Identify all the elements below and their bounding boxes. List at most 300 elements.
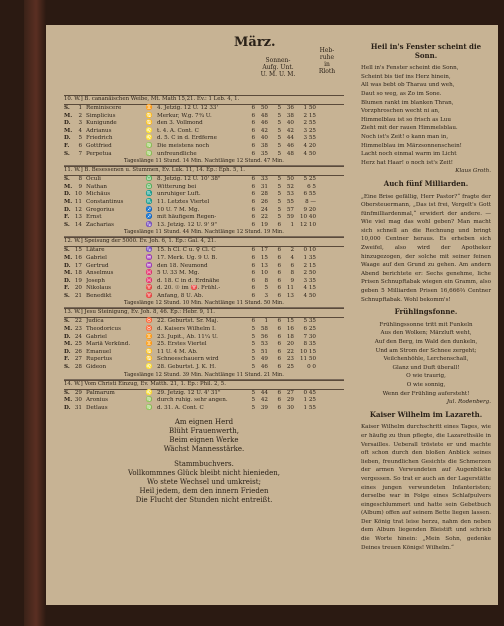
sunset-hour: 5 bbox=[277, 198, 281, 205]
zodiac-sign: ♒ bbox=[145, 262, 153, 269]
poem-line: Frühlingssonne tritt mit Funkeln bbox=[379, 321, 473, 328]
poem2 bbox=[361, 321, 491, 398]
weekday: D. bbox=[64, 348, 71, 355]
saint-name: Mariä Verkünd. bbox=[86, 341, 131, 348]
zodiac-sign: ♊ bbox=[145, 341, 153, 348]
daylength-line: Tageslänge 12 Stund. 10 Min. Nachtlänge 11 Stund. 50 Min. bbox=[64, 300, 344, 308]
sunrise-hour: 5 bbox=[251, 404, 255, 411]
weekday: S. bbox=[64, 247, 70, 254]
weather-note: Merkur, W.g. 7¾ U. bbox=[157, 112, 212, 119]
poem-line: Aus den Wolken; Märzluft weht, bbox=[380, 330, 472, 337]
day-number: 9 bbox=[78, 183, 82, 190]
weekday: S. bbox=[64, 364, 70, 371]
sunset-minute: 29 bbox=[286, 397, 294, 404]
moon-header bbox=[312, 47, 342, 75]
sunrise-hour: 6 bbox=[251, 127, 255, 134]
sunset-minute: 36 bbox=[286, 105, 294, 111]
weekday: F. bbox=[64, 214, 70, 221]
verse-line: Blüht Frauenwerth, bbox=[169, 427, 239, 436]
day-number: 24 bbox=[74, 333, 82, 340]
moon-time: 1 25 bbox=[303, 397, 316, 404]
zodiac-sign: ♏ bbox=[145, 191, 153, 198]
sunset-minute: 52 bbox=[286, 183, 294, 190]
weather-note: unfreundliche bbox=[157, 150, 197, 157]
poem-line: Und am Strom der Schnee zergeht; bbox=[375, 347, 477, 354]
month-title: März. bbox=[234, 35, 276, 50]
zodiac-sign: ♐ bbox=[145, 214, 153, 221]
zodiac-sign: ♊ bbox=[145, 105, 153, 111]
sunset-minute: 6 bbox=[290, 262, 294, 269]
day-number: 22 bbox=[74, 318, 82, 325]
saint-name: Emanuel bbox=[86, 348, 112, 355]
moon-time: 5 35 bbox=[303, 318, 316, 325]
day-number: 2 bbox=[78, 112, 82, 119]
day-number: 17 bbox=[74, 262, 82, 269]
sunset-hour: 6 bbox=[277, 333, 281, 340]
sunset-minute: 15 bbox=[286, 318, 294, 325]
weekday: M. bbox=[64, 127, 73, 134]
saint-name: Gottfried bbox=[86, 142, 112, 149]
day-row bbox=[64, 143, 344, 151]
saint-name: Constantinus bbox=[86, 198, 124, 205]
sunset-minute: 20 bbox=[286, 341, 294, 348]
zodiac-sign: ♑ bbox=[145, 221, 153, 228]
sunrise-hour: 5 bbox=[251, 364, 255, 371]
weather-note: d. Kaisers Wilhelm I. bbox=[157, 326, 216, 333]
zodiac-sign: ♎ bbox=[145, 176, 153, 183]
moon-time: 1 55 bbox=[303, 404, 316, 411]
sunrise-minute: 58 bbox=[260, 326, 268, 333]
verse-line: Am eignen Herd bbox=[174, 418, 234, 427]
day-row bbox=[64, 341, 344, 349]
day-row bbox=[64, 184, 344, 192]
sunrise-hour: 6 bbox=[251, 198, 255, 205]
day-row bbox=[64, 397, 344, 405]
sunset-hour: 5 bbox=[277, 135, 281, 142]
zodiac-sign: ♐ bbox=[145, 206, 153, 213]
moon-time: 10 15 bbox=[299, 348, 316, 355]
zodiac-sign: ♋ bbox=[145, 120, 153, 127]
weekday: M. bbox=[64, 397, 73, 404]
verse-block bbox=[64, 418, 344, 505]
saint-name: Gabriel bbox=[86, 254, 107, 261]
sunset-minute: 1 bbox=[290, 221, 294, 228]
saint-name: Detlaus bbox=[86, 404, 108, 411]
poem-line: Hell in's Fenster scheint die Sonn, bbox=[361, 65, 459, 72]
weekday: D. bbox=[64, 262, 71, 269]
sunrise-minute: 3 bbox=[264, 292, 268, 299]
moon-time: 2 55 bbox=[303, 120, 316, 127]
day-row bbox=[64, 128, 344, 136]
moon-time: 7 30 bbox=[303, 333, 316, 340]
sunrise-minute: 35 bbox=[260, 150, 268, 157]
day-row bbox=[64, 356, 344, 364]
verse-title: Stammbuchvers. bbox=[174, 460, 234, 469]
day-row bbox=[64, 334, 344, 342]
sunrise-hour: 6 bbox=[251, 142, 255, 149]
poem1-title: Heil in's Fenster scheint die Sonn. bbox=[370, 42, 482, 60]
sunset-minute: 53 bbox=[286, 191, 294, 198]
day-number: 27 bbox=[74, 356, 82, 363]
sunset-hour: 6 bbox=[277, 348, 281, 355]
moon-time: 4 50 bbox=[303, 292, 316, 299]
zodiac-sign: ♉ bbox=[145, 326, 153, 333]
day-row bbox=[64, 405, 344, 413]
sunset-hour: 5 bbox=[277, 183, 281, 190]
moon-time: 1 35 bbox=[303, 254, 316, 261]
saint-name: Gertrud bbox=[86, 262, 109, 269]
day-number: 19 bbox=[74, 277, 82, 284]
weather-note: 28. Geburtst. J. K. H. bbox=[157, 364, 216, 371]
weather-note: den 18. Neumond bbox=[157, 262, 208, 269]
sunset-minute: 16 bbox=[286, 326, 294, 333]
text-column bbox=[361, 39, 491, 552]
saint-name: Anselmus bbox=[86, 270, 114, 277]
day-number: 11 bbox=[74, 198, 82, 205]
day-number: 18 bbox=[74, 270, 82, 277]
saint-name: Theodoricus bbox=[86, 326, 122, 333]
saint-name: Nikolaus bbox=[86, 285, 112, 292]
weather-note: 25. Erstes Viertel bbox=[157, 341, 207, 348]
weekday: M. bbox=[64, 198, 73, 205]
sunset-hour: 5 bbox=[277, 150, 281, 157]
sunrise-minute: 53 bbox=[260, 341, 268, 348]
poem-line: Blumen rankt im blanken Thran, bbox=[361, 99, 454, 106]
weekday: D. bbox=[64, 333, 71, 340]
day-row bbox=[64, 120, 344, 128]
sunrise-hour: 6 bbox=[251, 254, 255, 261]
sunset-minute: 48 bbox=[286, 150, 294, 157]
day-row bbox=[64, 293, 344, 301]
sunrise-hour: 5 bbox=[251, 333, 255, 340]
day-row bbox=[64, 207, 344, 215]
moon-time: 4 15 bbox=[303, 285, 316, 292]
sunrise-minute: 10 bbox=[260, 270, 268, 277]
week-header: 10. W.] B. cananäischen Weibe, Mt. Math 15,21. Ev.: 1 Leb. 4, 1. bbox=[64, 95, 344, 105]
weekday: M. bbox=[64, 254, 73, 261]
day-row bbox=[64, 214, 344, 222]
moon-time: 3 35 bbox=[303, 277, 316, 284]
zodiac-sign: ♓ bbox=[145, 277, 153, 284]
day-row bbox=[64, 191, 344, 199]
zodiac-sign: ♓ bbox=[145, 270, 153, 277]
sunrise-hour: 6 bbox=[251, 247, 255, 254]
saint-name: Zacharias bbox=[86, 221, 114, 228]
weather-note: 11. Letztes Viertel bbox=[157, 198, 210, 205]
sunset-hour: 6 bbox=[277, 326, 281, 333]
saint-name: Perpetua bbox=[86, 150, 112, 157]
moon-time: 6 25 bbox=[303, 326, 316, 333]
sunrise-minute: 39 bbox=[260, 404, 268, 411]
weekday: D. bbox=[64, 191, 71, 198]
sunset-hour: 6 bbox=[277, 277, 281, 284]
sunrise-hour: 6 bbox=[251, 120, 255, 127]
day-number: 21 bbox=[74, 292, 82, 299]
verse-line: Wächst Mannesstärke. bbox=[163, 445, 245, 454]
moon-time: 2 15 bbox=[303, 262, 316, 269]
daylength-line: Tageslänge 12 Stund. 39 Min. Nachtlänge 11 Stund. 21 Min. bbox=[64, 372, 344, 380]
saint-name: Judica bbox=[86, 318, 104, 325]
sunrise-minute: 49 bbox=[260, 356, 268, 363]
moon-time: 3 55 bbox=[303, 135, 316, 142]
moon-time: 8 — bbox=[305, 198, 316, 205]
moon-time: 8 35 bbox=[303, 341, 316, 348]
weather-note: 22. Geburtst. Sr. Maj. bbox=[157, 318, 219, 325]
saint-name: Ernst bbox=[86, 214, 102, 221]
day-row bbox=[64, 349, 344, 357]
weekday: M. bbox=[64, 183, 73, 190]
weather-note: d. 20. ☉ im ♈. Frühl.- bbox=[157, 285, 221, 292]
sunrise-hour: 5 bbox=[251, 348, 255, 355]
sunset-hour: 6 bbox=[277, 247, 281, 254]
day-number: 26 bbox=[74, 348, 82, 355]
day-number: 30 bbox=[74, 397, 82, 404]
daylength-line: Tageslänge 11 Stund. 44 Min. Nachtlänge 12 Stund. 19 Min. bbox=[64, 229, 344, 237]
sunrise-hour: 5 bbox=[251, 326, 255, 333]
sunrise-minute: 50 bbox=[260, 105, 268, 111]
sunset-minute: 8 bbox=[290, 270, 294, 277]
sunset-minute: 59 bbox=[286, 214, 294, 221]
poem-line: O wie sonnig, bbox=[406, 381, 446, 388]
sunset-hour: 5 bbox=[277, 191, 281, 198]
poem-line: Zieht mit der rauen Himmelsblau. bbox=[361, 125, 458, 132]
weather-note: durch ruhig. sehr angen. bbox=[157, 397, 228, 404]
weather-note: d. 5. C in d. Erdferne bbox=[157, 135, 217, 142]
weather-note: 23. Jupit., Ab. 11¼ U. bbox=[157, 333, 218, 340]
sunrise-hour: 6 bbox=[251, 150, 255, 157]
sunset-hour: 6 bbox=[277, 341, 281, 348]
sunrise-minute: 56 bbox=[260, 333, 268, 340]
book-binding bbox=[24, 0, 46, 626]
sunset-minute: 55 bbox=[286, 198, 294, 205]
verse-line: Heil jedem, dem den innern Frieden bbox=[139, 487, 269, 496]
saint-name: Reminiscere bbox=[86, 105, 122, 111]
sunset-hour: 6 bbox=[277, 364, 281, 371]
zodiac-sign: ♌ bbox=[145, 389, 153, 396]
moon-time: 0 10 bbox=[303, 247, 316, 254]
moon-header-line: Rloth bbox=[318, 68, 336, 75]
day-number: 29 bbox=[74, 389, 82, 396]
poem-line: Glanz und Duft überall! bbox=[392, 364, 460, 371]
sunset-hour: 5 bbox=[277, 214, 281, 221]
day-number: 25 bbox=[74, 341, 82, 348]
weekday: S. bbox=[64, 389, 70, 396]
sunset-hour: 6 bbox=[277, 397, 281, 404]
poem-line: All was bebt ob Tharau und weh, bbox=[361, 82, 455, 89]
weekday: S. bbox=[64, 292, 70, 299]
week-header: 11. W.] B. Besessenen u. Stummen, Ev. Luk. 11, 14. Ep.: Eph. 5, 1. bbox=[64, 166, 344, 176]
sunrise-hour: 6 bbox=[251, 270, 255, 277]
sunset-minute: 25 bbox=[286, 364, 294, 371]
weather-note: 10 U. 7 M. Mg. bbox=[157, 206, 200, 213]
sunrise-minute: 13 bbox=[260, 262, 268, 269]
day-number: 13 bbox=[74, 214, 82, 221]
weeks-container bbox=[64, 95, 344, 412]
saint-name: Palmarum bbox=[86, 389, 115, 396]
moon-time: 6 55 bbox=[303, 191, 316, 198]
story1-title: Auch fünf Milliarden. bbox=[383, 178, 469, 188]
sunset-hour: 5 bbox=[277, 127, 281, 134]
story2-title: Kaiser Wilhelm im Lazareth. bbox=[369, 409, 483, 419]
saint-name: Gregorius bbox=[86, 206, 115, 213]
sunset-minute: 46 bbox=[286, 142, 294, 149]
zodiac-sign: ♑ bbox=[145, 247, 153, 254]
sunrise-hour: 6 bbox=[251, 112, 255, 119]
sunset-minute: 40 bbox=[286, 120, 294, 127]
poem-line: Auf den Berg, im Wald den dunkeln, bbox=[374, 339, 478, 345]
week-header: 14. W.] Vom Christi Einzug, Ev. Matth. 21, 1. Ep.: Phil. 2, 5. bbox=[64, 380, 344, 390]
zodiac-sign: ♌ bbox=[145, 364, 153, 371]
sunrise-minute: 42 bbox=[260, 127, 268, 134]
day-row bbox=[64, 326, 344, 334]
day-row bbox=[64, 318, 344, 326]
day-row bbox=[64, 199, 344, 207]
moon-time: 5 25 bbox=[303, 176, 316, 183]
sunrise-minute: 8 bbox=[264, 277, 268, 284]
moon-time: 0 0 bbox=[307, 364, 316, 371]
zodiac-sign: ♏ bbox=[145, 198, 153, 205]
sunrise-hour: 6 bbox=[251, 135, 255, 142]
moon-time: 12 10 bbox=[299, 221, 316, 228]
sunrise-hour: 6 bbox=[251, 191, 255, 198]
poem2-title: Frühlingsfonne. bbox=[394, 307, 458, 317]
weather-note: 4. Jetzig. 12 U. 12 33' bbox=[157, 105, 218, 111]
moon-header-line: ruhe bbox=[319, 54, 335, 61]
day-number: 3 bbox=[78, 120, 82, 127]
saint-name: Benedikt bbox=[86, 292, 112, 299]
day-number: 10 bbox=[74, 191, 82, 198]
sunrise-minute: 28 bbox=[260, 191, 268, 198]
sunset-hour: 5 bbox=[277, 105, 281, 111]
saint-name: Rupertus bbox=[86, 356, 113, 363]
weather-note: 13. Jetzig. 12 U. 9' 9" bbox=[157, 221, 218, 228]
sunset-hour: 5 bbox=[277, 120, 281, 127]
sunrise-minute: 24 bbox=[260, 206, 268, 213]
sunrise-hour: 6 bbox=[251, 262, 255, 269]
day-number: 15 bbox=[74, 247, 82, 254]
weather-note: 11 U. 4 M. Ab. bbox=[157, 348, 198, 355]
day-number: 20 bbox=[74, 285, 82, 292]
sunrise-hour: 6 bbox=[251, 183, 255, 190]
zodiac-sign: ♉ bbox=[145, 318, 153, 325]
sunrise-hour: 6 bbox=[251, 105, 255, 111]
week-header: 12. W.] Speisung der 5000. Ev. Joh. 6, 1. Ep.: Gal. 4, 21. bbox=[64, 237, 344, 247]
sunrise-minute: 48 bbox=[260, 112, 268, 119]
poem-line: Lacht noch einmal warm im Licht bbox=[361, 151, 457, 158]
moon-time: 3 25 bbox=[303, 127, 316, 134]
sunrise-hour: 6 bbox=[251, 221, 255, 228]
sunset-minute: 44 bbox=[286, 135, 294, 142]
sunrise-minute: 46 bbox=[260, 364, 268, 371]
sunset-hour: 6 bbox=[277, 221, 281, 228]
sunrise-minute: 51 bbox=[260, 348, 268, 355]
day-number: 8 bbox=[78, 176, 82, 183]
zodiac-sign: ♈ bbox=[145, 285, 153, 292]
sunrise-minute: 31 bbox=[260, 183, 268, 190]
sunset-hour: 6 bbox=[277, 270, 281, 277]
weather-note: d. 18. C in d. Erdnähe bbox=[157, 277, 220, 284]
weather-note: Schneeschauern wird bbox=[157, 356, 219, 363]
sunset-hour: 5 bbox=[277, 206, 281, 213]
sunrise-minute: 26 bbox=[260, 198, 268, 205]
paper-sheet bbox=[46, 25, 498, 605]
zodiac-sign: ♋ bbox=[145, 356, 153, 363]
sunset-minute: 4 bbox=[290, 254, 294, 261]
sunrise-hour: 5 bbox=[251, 341, 255, 348]
weekday: F. bbox=[64, 285, 70, 292]
moon-time: 2 50 bbox=[303, 270, 316, 277]
poem1-signature: Klaus Groth. bbox=[455, 168, 491, 175]
sunrise-minute: 5 bbox=[264, 285, 268, 292]
saint-name: Friedrich bbox=[86, 135, 113, 142]
sunset-minute: 9 bbox=[290, 277, 294, 284]
sunrise-hour: 5 bbox=[251, 389, 255, 396]
sunrise-hour: 5 bbox=[251, 397, 255, 404]
moon-time: 4 50 bbox=[303, 150, 316, 157]
day-number: 4 bbox=[78, 127, 82, 134]
zodiac-sign: ♋ bbox=[145, 112, 153, 119]
day-number: 14 bbox=[74, 221, 82, 228]
day-row bbox=[64, 113, 344, 121]
verse-line: Wo stete Wechsel und umkreist; bbox=[147, 478, 261, 487]
day-row bbox=[64, 270, 344, 278]
sunset-minute: 30 bbox=[286, 404, 294, 411]
poem-line: Himmelblau im Märzsonnenschein! bbox=[361, 142, 462, 149]
story2-text: Kaiser Wilhelm durchschritt eines Tages, wie er häufig zu thun pflegte, die Lazarethsäle in Versailles. Ueberall tröstete er und machte oft schon durch den bloßen Anblick seines lieben, freundlichen Gesichts die Schmerzen der armen Verwundeten auf Augenblicke vergessen. So trat er auch an der Lagerstätte eines jungen verwundeten Infanteristen; derselbe war in Folge eines Schlafpulvers eingeschlummert und hatte sein Gebetbuch (Album) offen auf seinem Bette liegen lassen. Der König trat leise herzu, nahm den neben dem Album liegenden Bleistift und schrieb die Worte hinein: „Mein Sohn, gedenke Deines treuen Königs! Wilhelm.“ bbox=[361, 424, 491, 551]
day-row bbox=[64, 263, 344, 271]
weekday: M. bbox=[64, 326, 73, 333]
sunset-hour: 5 bbox=[277, 142, 281, 149]
verse-line: Beim eignen Werke bbox=[169, 436, 239, 445]
day-row bbox=[64, 247, 344, 255]
saint-name: Lätare bbox=[86, 247, 105, 254]
sunset-minute: 50 bbox=[286, 176, 294, 183]
sunset-hour: 5 bbox=[277, 112, 281, 119]
sunrise-minute: 15 bbox=[260, 254, 268, 261]
sunrise-hour: 6 bbox=[251, 176, 255, 183]
weekday: M. bbox=[64, 341, 73, 348]
saint-name: Aronius bbox=[86, 397, 108, 404]
day-number: 7 bbox=[78, 150, 82, 157]
saint-name: Kunigunde bbox=[86, 120, 117, 127]
sunrise-minute: 17 bbox=[260, 247, 268, 254]
weather-note: unruhiger Luft. bbox=[157, 191, 201, 198]
sunrise-hour: 6 bbox=[251, 206, 255, 213]
day-row bbox=[64, 105, 344, 113]
zodiac-sign: ♎ bbox=[145, 183, 153, 190]
zodiac-sign: ♌ bbox=[145, 135, 153, 142]
sunset-hour: 6 bbox=[277, 254, 281, 261]
moon-time: 0 45 bbox=[303, 389, 316, 396]
day-row bbox=[64, 364, 344, 372]
sunrise-hour: 5 bbox=[251, 356, 255, 363]
moon-time: 1 50 bbox=[303, 105, 316, 111]
zodiac-sign: ♍ bbox=[145, 404, 153, 411]
weekday: D. bbox=[64, 206, 71, 213]
poem-line: Vorzphroschen wecht ni an, bbox=[361, 108, 440, 115]
weekday: D. bbox=[64, 404, 71, 411]
weekday: D. bbox=[64, 135, 71, 142]
moon-time: 10 40 bbox=[299, 214, 316, 221]
sunrise-minute: 19 bbox=[260, 221, 268, 228]
saint-name: Oculi bbox=[86, 176, 101, 183]
story1-text: „Eine Brise gefällig, Herr Pastor?“ fragte der Obersteuermann, „Das ist frei, Vergelt's Gott fünfmilliardenmal,“ erwidert der andere. — Wie viel mag das wohl geben? Man macht sich schnell an die Rechnung und bringt 10,000 Centner heraus. Es erheben sich Zweifel, also wird der Apotheker hinzugezogen, der solche mit seiner feinen Waage auf den Grund zu gehen. Am andern Abend berichtete er: Sechs genehme, liche Prisen Schnupftabak wiegen ein Gramm, also geben 5 Milliarden Prisen 16,666⅔ Centner Schnupftabak. Wohl bekomm's! bbox=[361, 193, 491, 303]
poem-line: Wenn der Frühling aufersteht! bbox=[382, 390, 470, 397]
saint-name: Simplicius bbox=[86, 112, 116, 119]
day-row bbox=[64, 222, 344, 230]
zodiac-sign: ♌ bbox=[145, 127, 153, 134]
poem-line: O wie traurig, bbox=[406, 373, 446, 380]
